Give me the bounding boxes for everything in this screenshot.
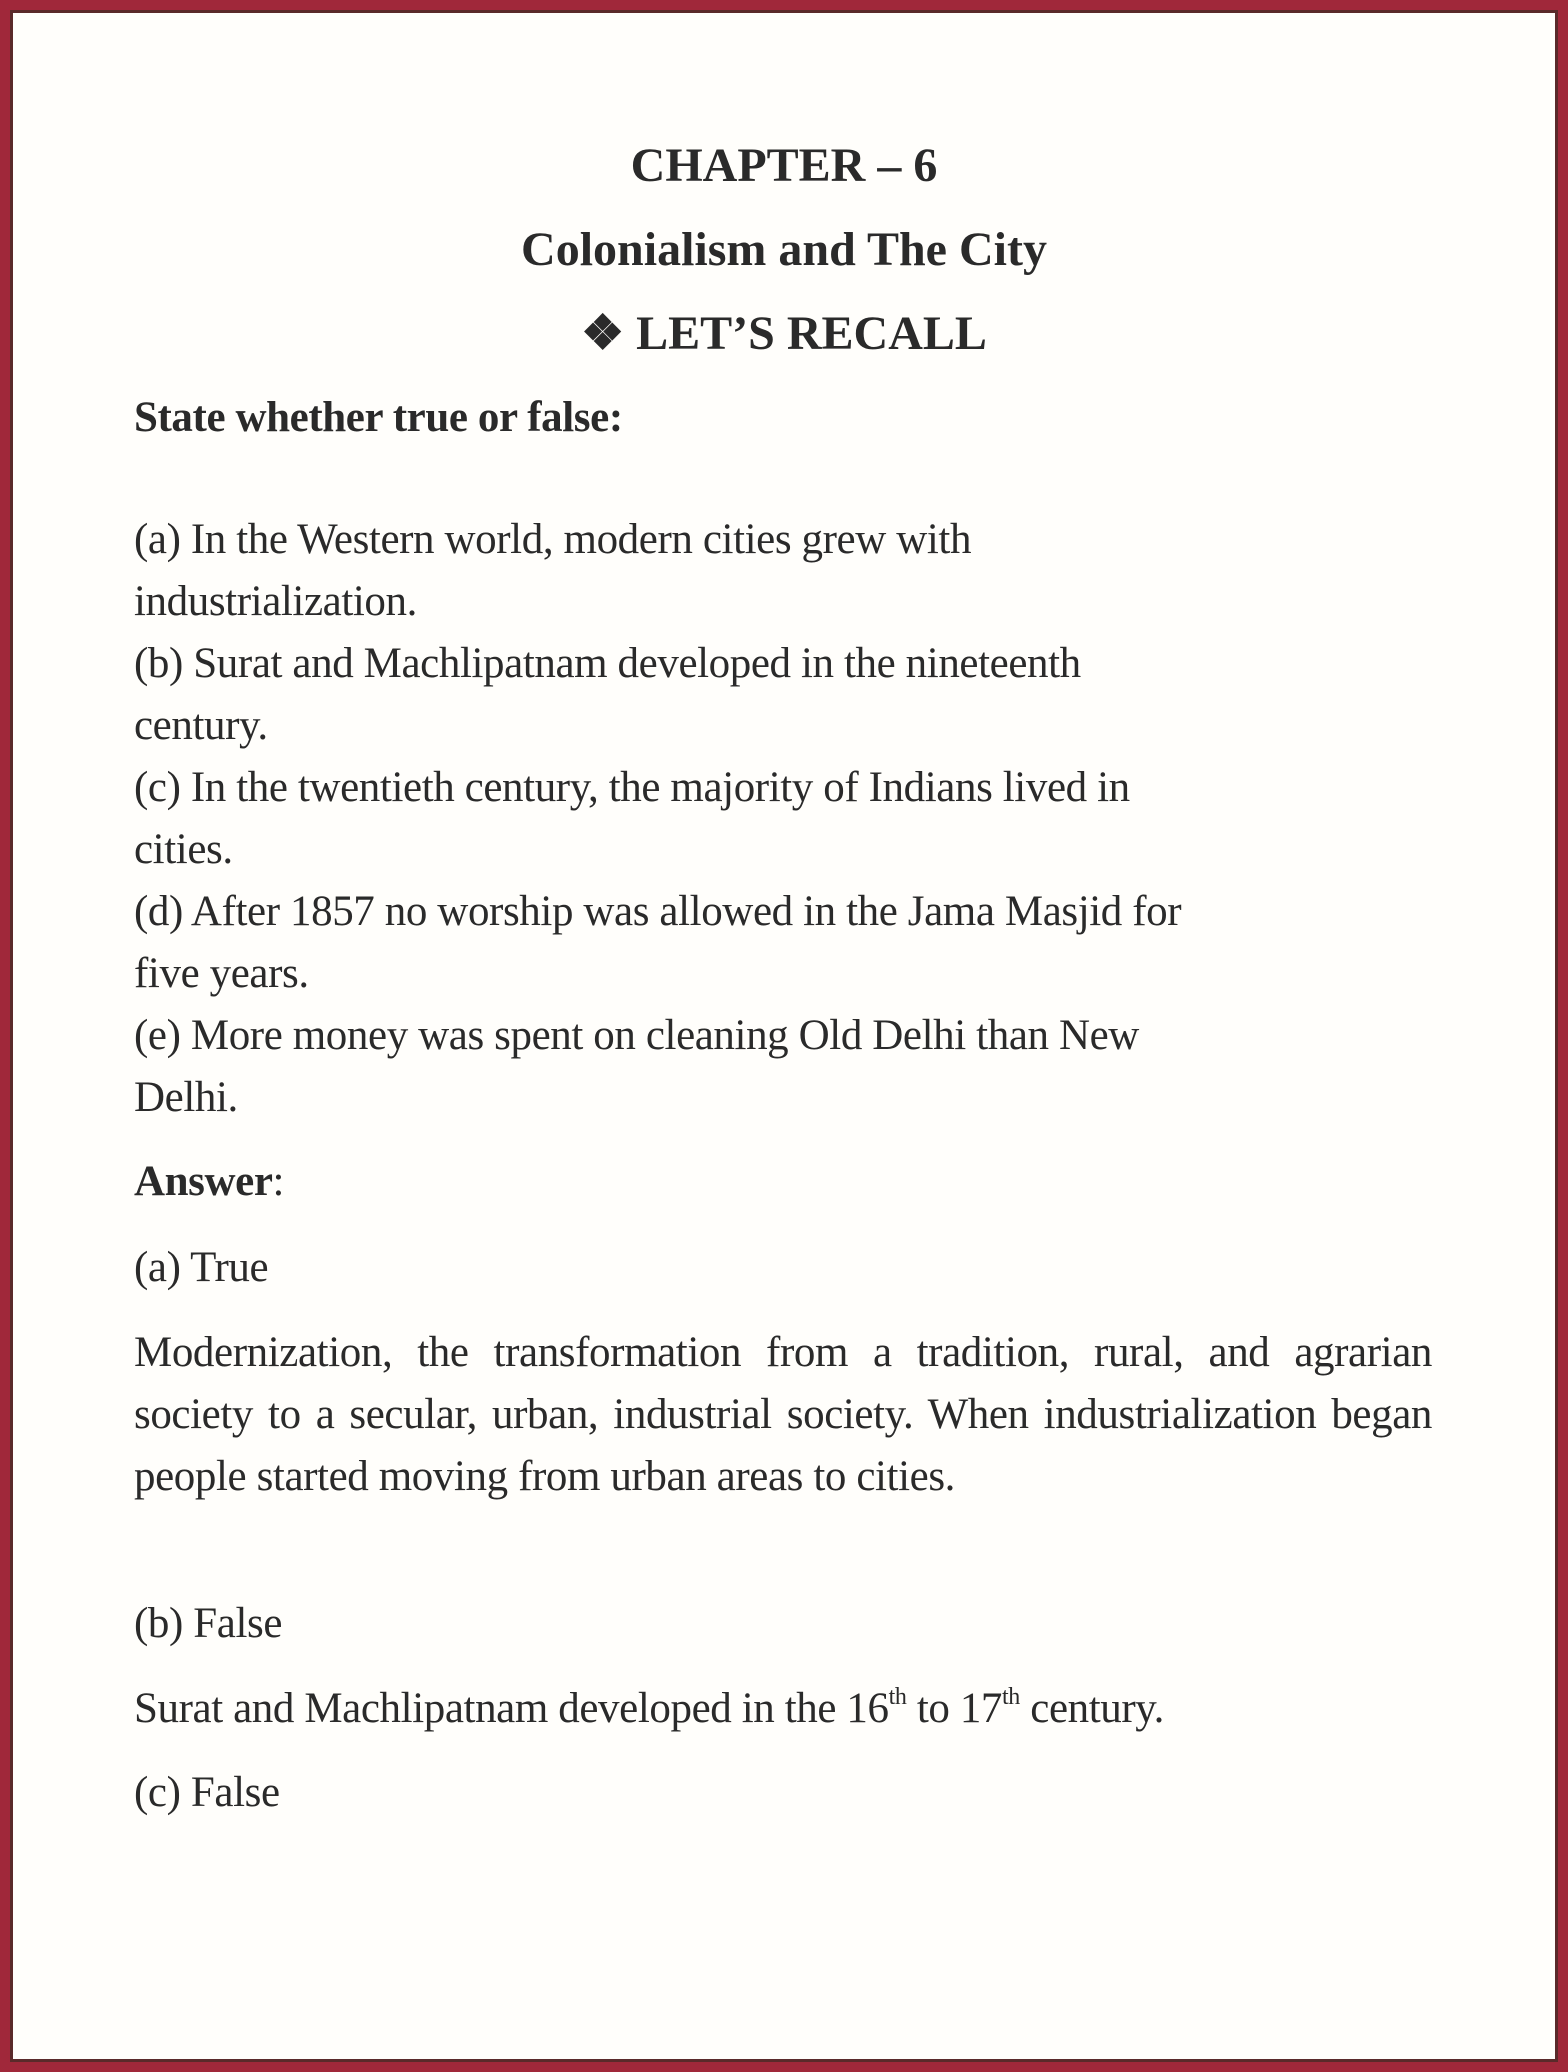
question-line: Delhi. bbox=[134, 1074, 238, 1121]
chapter-title: Colonialism and The City bbox=[521, 223, 1047, 276]
text: century. bbox=[1019, 1685, 1164, 1732]
answer-b-verdict: (b) False bbox=[134, 1600, 283, 1647]
answer-a-verdict: (a) True bbox=[134, 1244, 269, 1291]
superscript: th bbox=[1002, 1684, 1020, 1710]
text: Surat and Machlipatnam developed in the 16 bbox=[134, 1685, 889, 1732]
question-line: century. bbox=[134, 702, 268, 749]
chapter-heading: CHAPTER – 6 bbox=[630, 139, 938, 192]
text: to 17 bbox=[906, 1685, 1003, 1732]
section-label: LET’S RECALL bbox=[636, 307, 987, 360]
question-line: cities. bbox=[134, 826, 233, 873]
question-line: (a) In the Western world, modern cities grew with bbox=[134, 516, 972, 563]
answer-a-explanation: Modernization, the transformation from a tradition, rural, and agrarian society to a secular, urban, industrial society. When industrialization began people started moving from urban areas to cities. bbox=[134, 1329, 1432, 1500]
question-line: (d) After 1857 no worship was allowed in the Jama Masjid for bbox=[134, 888, 1182, 935]
question-line: (e) More money was spent on cleaning Old Delhi than New bbox=[134, 1012, 1139, 1059]
diamond-bullet-icon: ❖ bbox=[581, 307, 625, 360]
answer-colon: : bbox=[272, 1158, 285, 1205]
question-line: (b) Surat and Machlipatnam developed in the nineteenth bbox=[134, 640, 1081, 687]
section-heading bbox=[0, 307, 1568, 360]
question-line: (c) In the twentieth century, the majority of Indians lived in bbox=[134, 764, 1130, 811]
answer-c-verdict: (c) False bbox=[134, 1769, 280, 1816]
answer-heading bbox=[134, 1151, 1434, 1213]
question-line: industrialization. bbox=[134, 578, 417, 625]
instruction: State whether true or false: bbox=[134, 394, 623, 441]
question-line: five years. bbox=[134, 950, 309, 997]
question-list bbox=[134, 509, 1434, 1129]
answer-label: Answer bbox=[134, 1158, 273, 1205]
answer-b-explanation bbox=[134, 1678, 1434, 1740]
superscript: th bbox=[888, 1684, 907, 1710]
